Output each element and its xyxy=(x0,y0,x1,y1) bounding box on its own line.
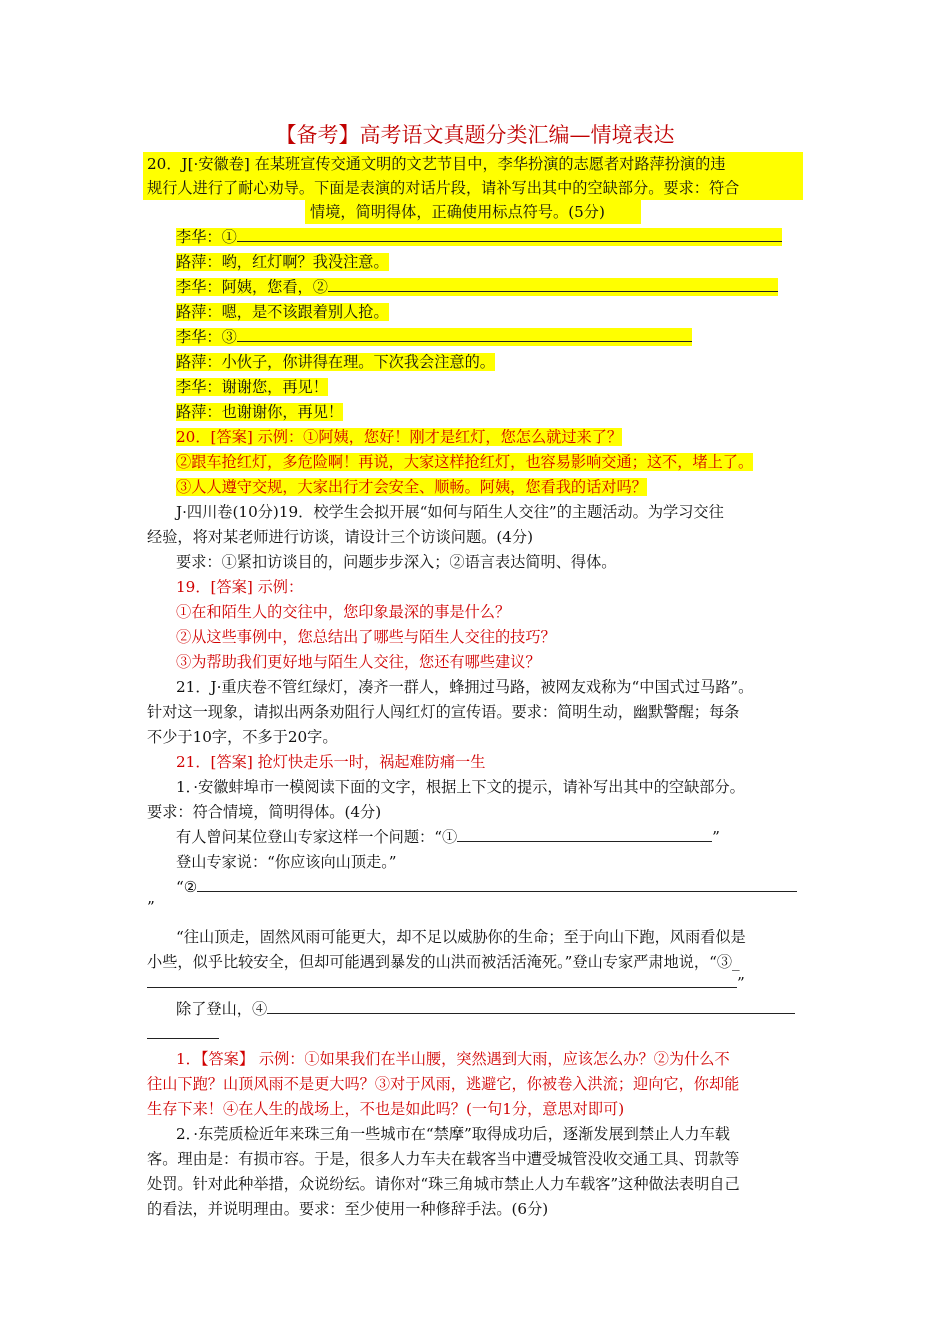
q19-answer-line: ②从这些事例中，您总结出了哪些与陌生人交往的技巧？ xyxy=(176,628,556,646)
q20-prompt-line: 规行人进行了耐心劝导。下面是表演的对话片段，请补写出其中的空缺部分。要求：符合 xyxy=(147,179,740,197)
answer-blank xyxy=(328,277,778,292)
q20-prompt-line: 20．J[·安徽卷] 在某班宣传交通文明的文艺节目中，李华扮演的志愿者对路萍扮演的违 xyxy=(147,155,726,173)
q1-text-line: “② xyxy=(176,876,797,898)
dialogue-line: 路萍：小伙子，你讲得在理。下次我会注意的。 xyxy=(176,353,495,371)
q1-prompt-line: 1．·安徽蚌埠市一模阅读下面的文字，根据上下文的提示，请补写出其中的空缺部分。 xyxy=(176,778,745,796)
q21-prompt-line: 针对这一现象，请拟出两条劝阻行人闯红灯的宣传语。要求：简明生动，幽默警醒；每条 xyxy=(147,703,740,721)
q19-prompt-line: J·四川卷(10分)19．校学生会拟开展“如何与陌生人交往”的主题活动。为学习交往 xyxy=(176,503,724,521)
q19-answer-line: ①在和陌生人的交往中，您印象最深的事是什么？ xyxy=(176,603,511,621)
q21-answer-line: 21．[答案] 抢灯快走乐一时，祸起难防痛一生 xyxy=(176,753,486,771)
q1-text-line: 小些，似乎比较安全，但却可能遇到暴发的山洪而被活活淹死。”登山专家严肃地说，“③_ xyxy=(147,953,740,971)
q21-prompt-line: 不少于10字，不多于20字。 xyxy=(147,728,338,746)
page-title: 【备考】高考语文真题分类汇编—情境表达 xyxy=(275,123,675,147)
q1-text-line: 除了登山，④ xyxy=(176,998,795,1020)
q19-answer-line: ③为帮助我们更好地与陌生人交往，您还有哪些建议？ xyxy=(176,653,541,671)
q21-prompt-line: 21．J·重庆卷不管红绿灯，凑齐一群人，蜂拥过马路，被网友戏称为“中国式过马路”。 xyxy=(176,678,754,696)
q1-answer-line: 1．【答案】 示例：①如果我们在半山腰，突然遇到大雨，应该怎么办？②为什么不 xyxy=(176,1050,730,1068)
dialogue-line: 路萍：嗯，是不该跟着别人抢。 xyxy=(176,303,389,321)
q1-text-line: 有人曾问某位登山专家这样一个问题：“① ” xyxy=(176,828,720,846)
answer-blank xyxy=(147,1024,219,1039)
dialogue-line: 李华：阿姨，您看，② xyxy=(176,276,778,298)
q19-prompt-line: 要求：①紧扣访谈目的，问题步步深入；②语言表达简明、得体。 xyxy=(176,553,617,571)
q2-prompt-line: 的看法，并说明理由。要求：至少使用一种修辞手法。(6分) xyxy=(147,1200,549,1218)
q1-text-line: 登山专家说：“你应该向山顶走。” xyxy=(176,853,397,871)
q1-text-line: “往山顶走，固然风雨可能更大，却不足以威胁你的生命；至于向山下跑，风雨看似是 xyxy=(176,928,746,946)
q19-prompt-line: 经验，将对某老师进行访谈，请设计三个访谈问题。(4分) xyxy=(147,528,534,546)
answer-blank xyxy=(237,227,782,242)
dialogue-line: 李华：③ xyxy=(176,326,692,348)
q2-prompt-line: 客。理由是：有损市容。于是，很多人力车夫在载客当中遭受城管没收交通工具、罚款等 xyxy=(147,1150,740,1168)
q1-text-line: ” xyxy=(147,972,745,994)
q20-prompt-line: 情境，简明得体，正确使用标点符号。(5分) xyxy=(310,203,605,221)
dialogue-line: 李华：谢谢您，再见！ xyxy=(176,378,328,396)
q1-text-line: ” xyxy=(147,898,155,916)
q20-answer-line: 20．[答案] 示例：①阿姨，您好！刚才是红灯，您怎么就过来了？ xyxy=(176,428,623,446)
q19-answer-line: 19．[答案] 示例： xyxy=(176,578,304,596)
q1-answer-line: 生存下来！④在人生的战场上，不也是如此吗？(一句1分，意思对即可) xyxy=(147,1100,625,1118)
answer-blank xyxy=(197,877,797,892)
dialogue-line: 路萍：也谢谢你，再见！ xyxy=(176,403,344,421)
answer-blank xyxy=(457,827,712,842)
q2-prompt-line: 处罚。针对此种举措，众说纷纭。请你对“珠三角城市禁止人力车载客”这种做法表明自己 xyxy=(147,1175,740,1193)
q20-answer-line: ②跟车抢红灯，多危险啊！再说，大家这样抢红灯，也容易影响交通；这不，堵上了。 xyxy=(176,453,754,471)
dialogue-line: 李华：① xyxy=(176,226,782,248)
dialogue-line: 路萍：哟，红灯啊？我没注意。 xyxy=(176,253,389,271)
q1-answer-line: 往山下跑？山顶风雨不是更大吗？③对于风雨，逃避它，你被卷入洪流；迎向它，你却能 xyxy=(147,1075,740,1093)
q1-text-line xyxy=(147,1023,219,1045)
answer-blank xyxy=(267,999,795,1014)
q2-prompt-line: 2．·东莞质检近年来珠三角一些城市在“禁摩”取得成功后，逐渐发展到禁止人力车载 xyxy=(176,1125,730,1143)
answer-blank xyxy=(147,973,737,988)
answer-blank xyxy=(237,327,692,342)
q20-answer-line: ③人人遵守交规，大家出行才会安全、顺畅。阿姨，您看我的话对吗？ xyxy=(176,478,647,496)
q1-prompt-line: 要求：符合情境，简明得体。(4分) xyxy=(147,803,382,821)
